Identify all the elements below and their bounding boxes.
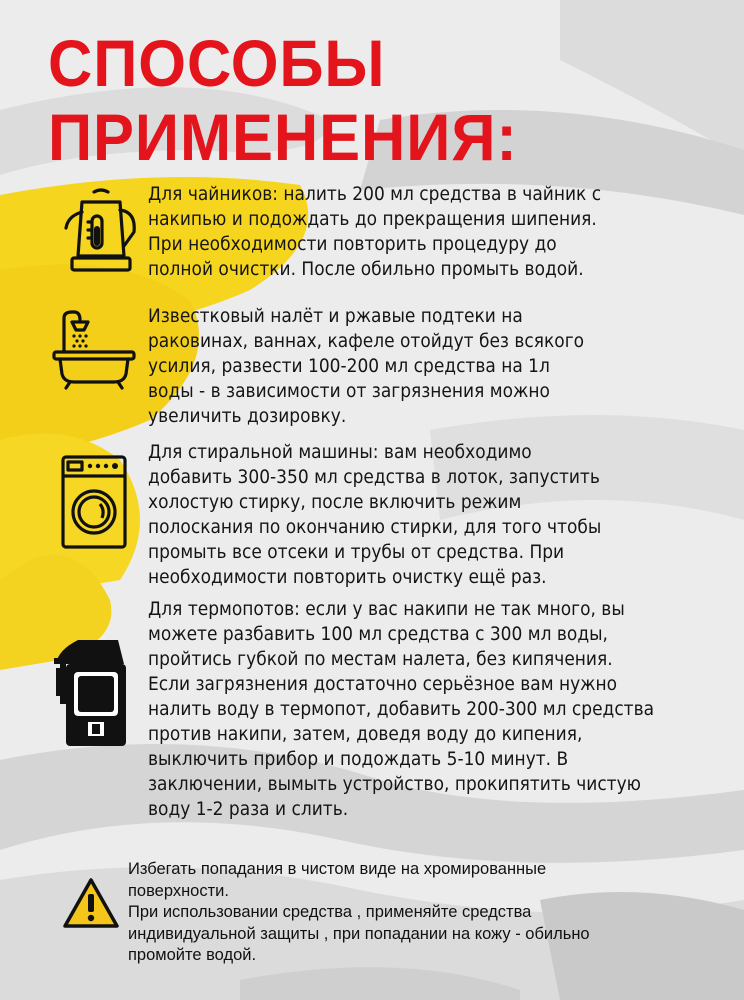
bathtub-shower-icon [52, 310, 136, 390]
title-line-2: ПРИМЕНЕНИЯ: [48, 100, 518, 174]
text-line: усилия, развести 100-200 мл средства на 1л [148, 356, 550, 377]
section-thermopot-text [148, 597, 654, 822]
text-line: налить воду в термопот, добавить 200-300 мл средства [148, 699, 655, 720]
text-line: Известковый налёт и ржавые подтеки на [148, 306, 523, 327]
text-line: раковинах, ваннах, кафеле отойдут без всякого [148, 331, 585, 352]
thermopot-icon [50, 636, 136, 748]
text-line: заключении, вымыть устройство, прокипятить чистую [148, 774, 642, 795]
text-line: можете разбавить 100 мл средства с 300 мл воды, [148, 624, 608, 645]
text-line: полоскания по окончанию стирки, для того чтобы [148, 517, 602, 538]
text-line: При необходимости повторить процедуру до [148, 234, 557, 255]
text-line: необходимости повторить очистку ещё раз. [148, 567, 547, 588]
page-title [48, 26, 518, 174]
text-line: холостую стирку, после включить режим [148, 492, 522, 513]
text-line: накипью и подождать до прекращения шипения. [148, 209, 597, 230]
section-washing-machine-text [148, 440, 601, 590]
text-line: пройтись губкой по местам налета, без кипячения. [148, 649, 613, 670]
text-line: воду 1-2 раза и слить. [148, 799, 349, 820]
warning-line: индивидуальной защиты , при попадании на кожу - обильно [128, 923, 590, 943]
text-line: промыть все отсеки и трубы от средства. При [148, 542, 565, 563]
warning-line: При использовании средства , применяйте средства [128, 902, 532, 921]
warning-text [128, 858, 590, 966]
text-line: Если загрязнения достаточно серьёзное вам нужно [148, 674, 618, 695]
section-bath-text [148, 304, 584, 429]
text-line: добавить 300-350 мл средства в лоток, запустить [148, 467, 600, 488]
washing-machine-icon [60, 454, 128, 552]
warning-line: поверхности. [128, 880, 229, 900]
title-line-1: СПОСОБЫ [48, 26, 386, 100]
kettle-icon [62, 188, 140, 276]
text-line: Для термопотов: если у вас накипи не так много, вы [148, 599, 625, 620]
text-line: увеличить дозировку. [148, 406, 347, 427]
warning-line: промойте водой. [128, 945, 257, 964]
warning-icon [62, 877, 120, 929]
text-line: Для чайников: налить 200 мл средства в чайник с [148, 184, 602, 205]
text-line: против накипи, затем, доведя воду до кипения, [148, 724, 583, 745]
warning-line: Избегать попадания в чистом виде на хромированные [128, 859, 547, 878]
text-line: воды - в зависимости от загрязнения можно [148, 381, 550, 402]
text-line: полной очистки. После обильно промыть водой. [148, 259, 584, 280]
text-line: Для стиральной машины: вам необходимо [148, 442, 532, 463]
text-line: выключить прибор и подождать 5-10 минут. В [148, 749, 569, 770]
section-kettle-text [148, 182, 601, 282]
